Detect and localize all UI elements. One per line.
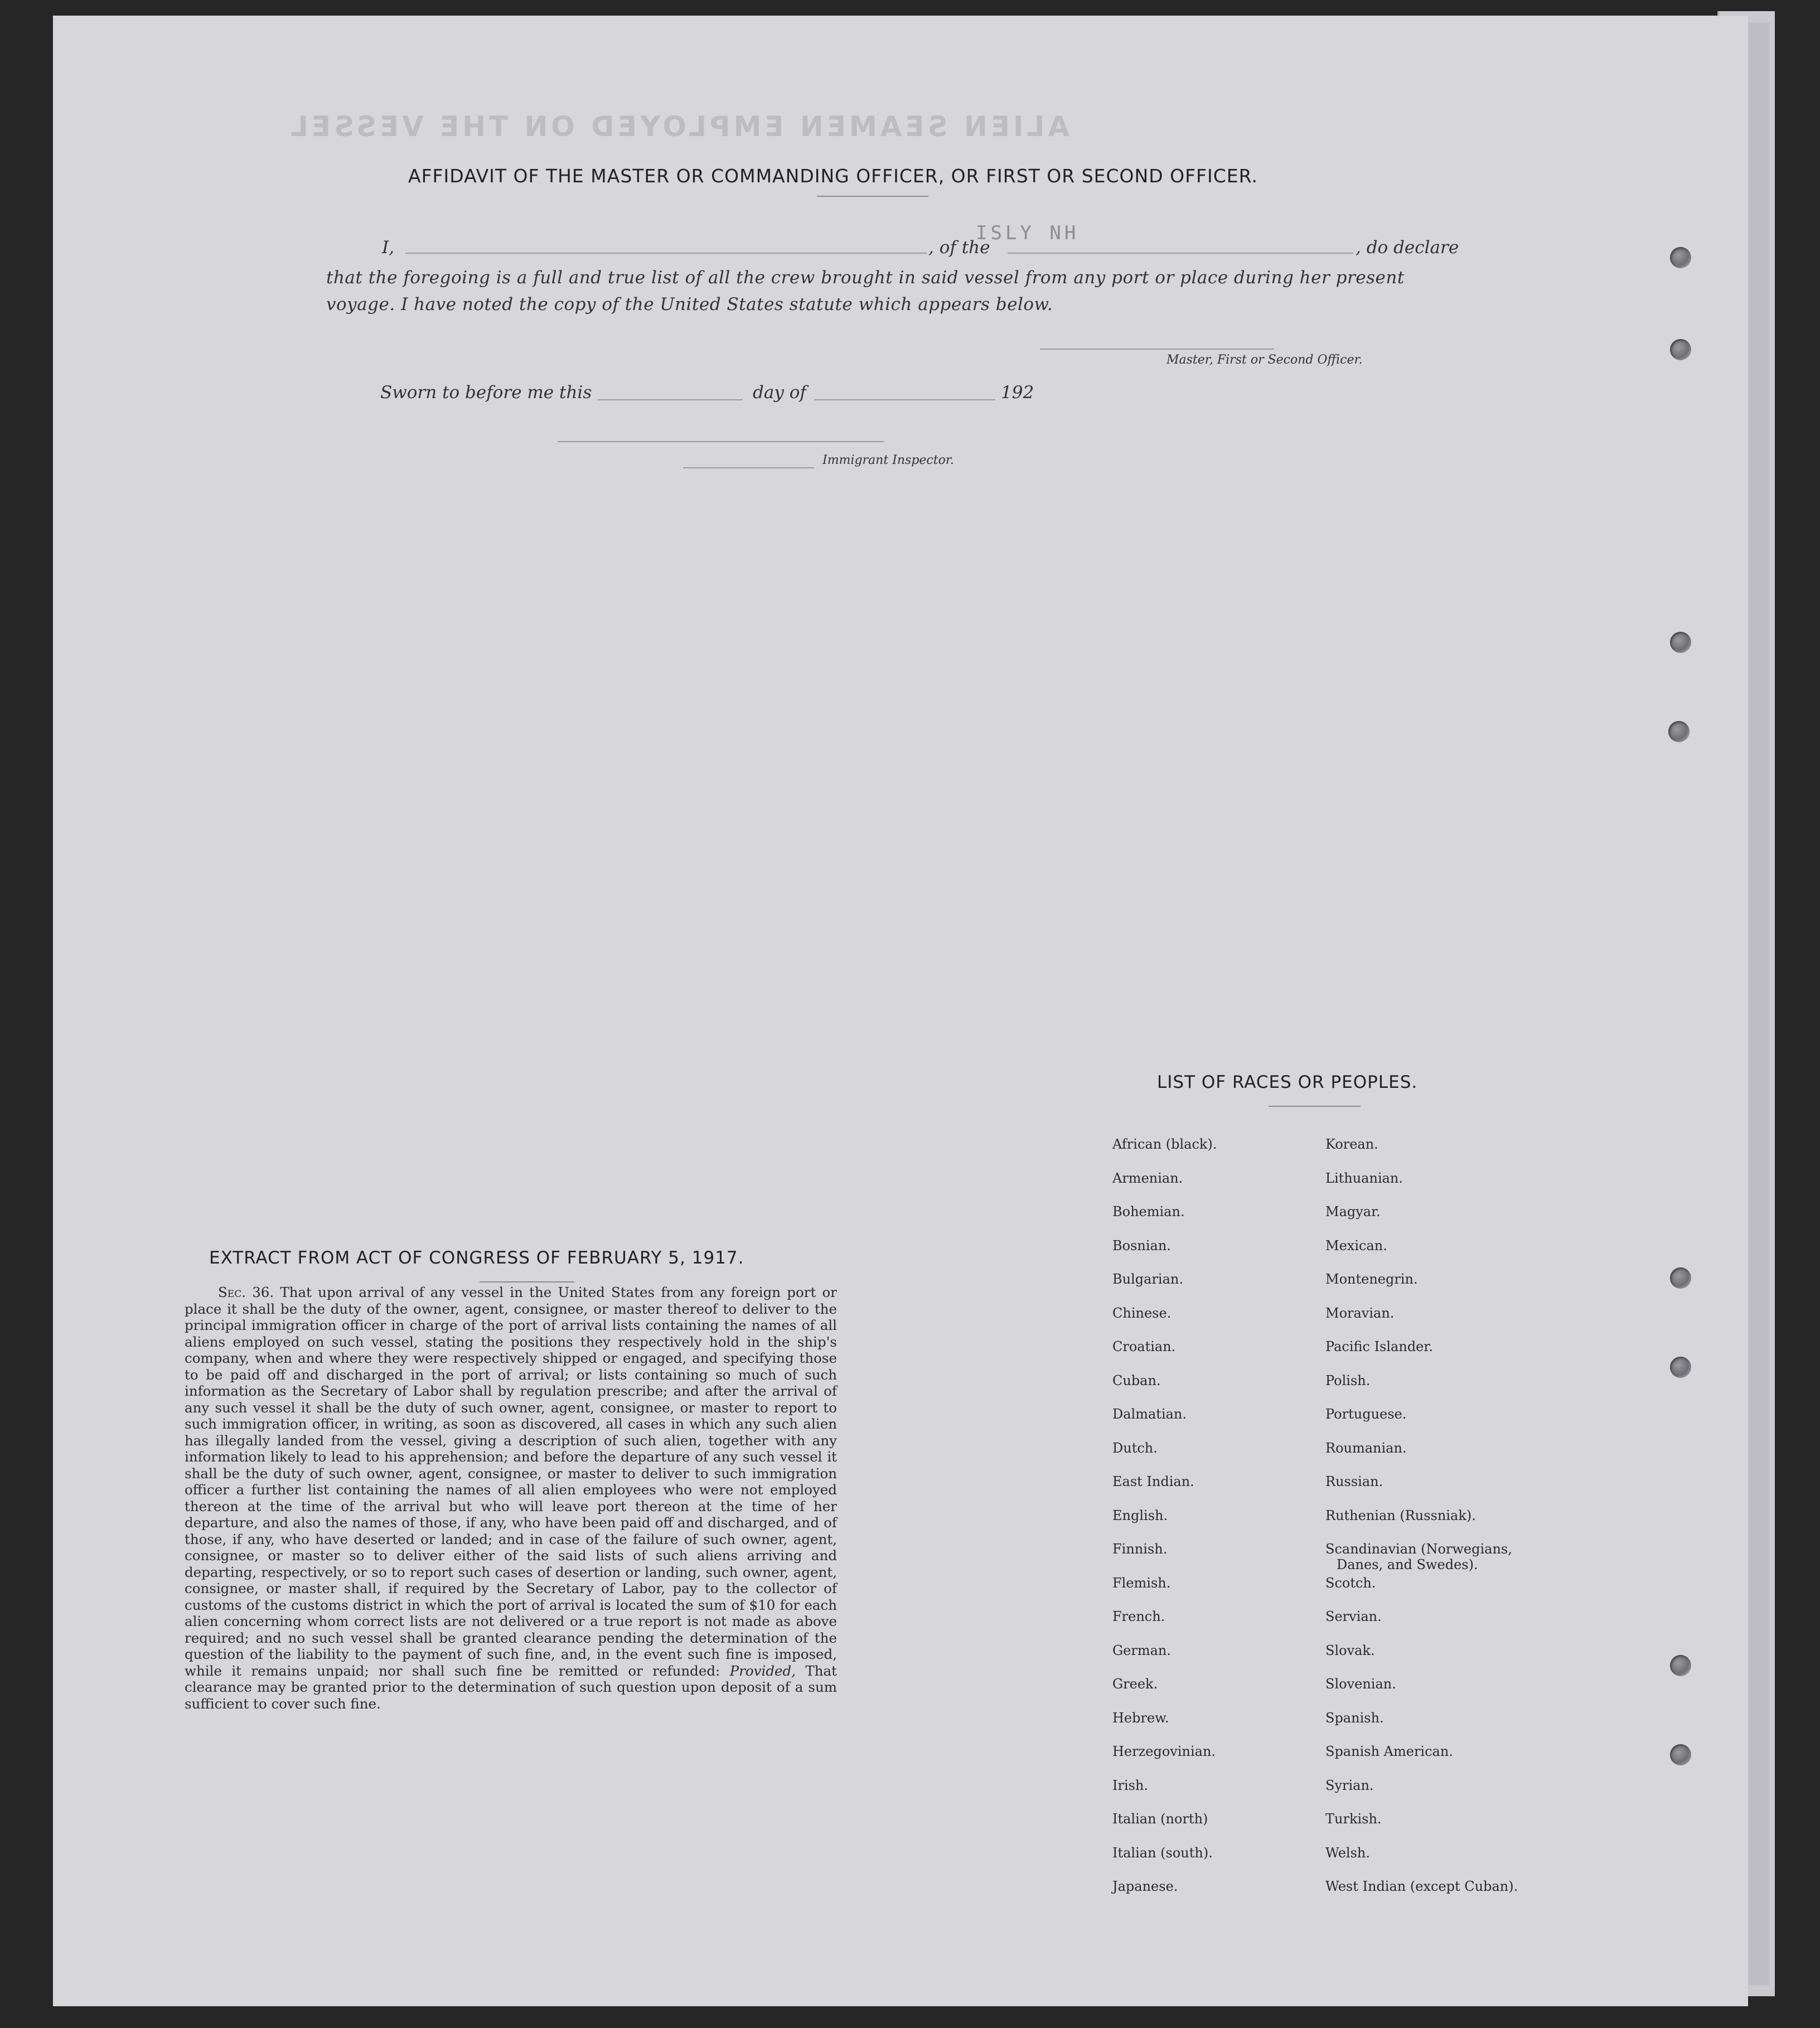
- year-label: 192: [1001, 383, 1034, 403]
- affidavit-of-the-label: , of the: [928, 238, 990, 258]
- race-item: Welsh.: [1325, 1845, 1370, 1861]
- title-divider: [817, 196, 928, 197]
- affidavit-i-label: I,: [382, 238, 395, 258]
- binder-hole: [1670, 1267, 1691, 1289]
- act-section-label: Sec. 36.: [218, 1284, 274, 1300]
- binder-hole: [1670, 1655, 1691, 1676]
- race-item: Bohemian.: [1112, 1204, 1185, 1219]
- race-item: Servian.: [1325, 1609, 1382, 1624]
- form-page: [53, 16, 1748, 2006]
- binder-hole: [1670, 1357, 1691, 1378]
- signature-caption: Master, First or Second Officer.: [1166, 353, 1363, 367]
- race-item: Ruthenian (Russniak).: [1325, 1507, 1476, 1523]
- race-item: Dutch.: [1112, 1440, 1158, 1456]
- race-item: German.: [1112, 1642, 1171, 1658]
- race-item: Hebrew.: [1112, 1710, 1169, 1726]
- races-column-1: [1112, 1136, 1217, 1913]
- affidavit-title: AFFIDAVIT OF THE MASTER OR COMMANDING OFFICER, OR FIRST OR SECOND OFFICER.: [408, 165, 1258, 187]
- race-item: Spanish.: [1325, 1710, 1384, 1726]
- sworn-day-line[interactable]: [598, 399, 743, 400]
- race-item: Portuguese.: [1325, 1406, 1407, 1422]
- race-item: Italian (north): [1112, 1811, 1208, 1827]
- race-item: East Indian.: [1112, 1474, 1194, 1489]
- race-item: Slovenian.: [1325, 1676, 1396, 1692]
- race-item: Italian (south).: [1112, 1845, 1213, 1861]
- officer-signature-line[interactable]: [1040, 349, 1274, 350]
- handwritten-vessel-name: ISLY NH: [976, 222, 1080, 244]
- race-item: Bosnian.: [1112, 1237, 1171, 1253]
- race-item: Russian.: [1325, 1474, 1383, 1489]
- binder-hole: [1670, 339, 1691, 360]
- inspector-caption-rule: [683, 467, 814, 468]
- act-body-part-2: That clearance may be granted prior to the determination of such question upon deposit of a sum sufficient to cover such fine.: [185, 1662, 837, 1712]
- sworn-label: Sworn to before me this: [380, 383, 592, 403]
- race-item-line-2: Danes, and Swedes).: [1337, 1557, 1478, 1572]
- act-body-part-1: That upon arrival of any vessel in the United States from any foreign port or place it shall be the duty of the owner, agent, consignee, or master thereof to deliver to the principal immigration officer in charge of the port of arrival lists containing the names of all aliens employed on such vessel, stating the positions they respectively hold in the ship's company, when and where they were respectively shipped or engaged, and specifying those to be paid off and discharged in the port of arrival; or lists containing so much of such information as the Secretary of Labor shall by regulation prescribe; and after the arrival of any such vessel it shall be the duty of such owner, agent, consignee, or master to report to such immigration officer, in writing, as soon as discovered, all cases in which any such alien has illegally landed from the vessel, giving a description of such alien, together with any information likely to lead to his apprehension; and before the departure of any such vessel it shall be the duty of such owner, agent, consignee, or master to deliver to such immigration officer a further list containing the names of all alien employees who were not employed thereon at the time of the arrival but who will leave port thereon at the time of her departure, and also the names of those, if any, who have been paid off and discharged, and of those, if any, who have deserted or landed; and in case of the failure of such owner, agent, consignee, or master so to deliver either of the said lists of such aliens arriving and departing, respectively, or so to report such cases of desertion or landing, such owner, agent, consignee, or master shall, if required by the Secretary of Labor, pay to the collector of customs of the customs district in which the port of arrival is located the sum of $10 for each alien concerning whom correct lists are not delivered or a true report is not made as above required; and no such vessel shall be granted clearance pending the determination of the question of the liability to the payment of such fine, and, in the event such fine is imposed, while it remains unpaid; nor shall such fine be remitted or refunded:: [185, 1284, 837, 1679]
- affidavit-line-2: that the foregoing is a full and true list of all the crew brought in said vessel from any port or place during her present: [326, 268, 1405, 288]
- binder-hole: [1668, 721, 1690, 742]
- bleed-through-text: ALIEN SEAMEN EMPLOYED ON THE VESSEL: [287, 110, 1070, 143]
- race-item: Bulgarian.: [1112, 1271, 1183, 1287]
- race-item: Lithuanian.: [1325, 1170, 1403, 1186]
- race-item: West Indian (except Cuban).: [1325, 1879, 1518, 1894]
- races-column-2: [1325, 1136, 1518, 1913]
- affidavit-do-declare: , do declare: [1356, 238, 1459, 258]
- race-item: Greek.: [1112, 1676, 1158, 1692]
- race-item: Armenian.: [1112, 1170, 1183, 1186]
- race-item: Pacific Islander.: [1325, 1339, 1433, 1354]
- affidavit-line-3: voyage. I have noted the copy of the United States statute which appears below.: [326, 294, 1053, 314]
- race-item: Croatian.: [1112, 1339, 1176, 1354]
- race-item: Moravian.: [1325, 1305, 1395, 1321]
- race-item: Slovak.: [1325, 1642, 1375, 1658]
- race-item: French.: [1112, 1609, 1165, 1624]
- race-item: Korean.: [1325, 1136, 1378, 1152]
- race-item: African (black).: [1112, 1136, 1217, 1152]
- race-item: Mexican.: [1325, 1237, 1387, 1253]
- races-title: LIST OF RACES OR PEOPLES.: [1157, 1072, 1418, 1092]
- race-item: Flemish.: [1112, 1575, 1171, 1591]
- race-item: Cuban.: [1112, 1372, 1161, 1388]
- binder-hole: [1670, 632, 1691, 653]
- race-item: Polish.: [1325, 1372, 1371, 1388]
- race-item: Irish.: [1112, 1777, 1149, 1793]
- binder-hole: [1670, 247, 1691, 268]
- act-provided-word: Provided,: [729, 1662, 796, 1679]
- race-item: Montenegrin.: [1325, 1271, 1418, 1287]
- inspector-signature-line[interactable]: [558, 441, 884, 442]
- race-item: Herzegovinian.: [1112, 1744, 1216, 1759]
- race-item: Finnish.: [1112, 1541, 1168, 1557]
- race-item: Roumanian.: [1325, 1440, 1407, 1456]
- race-item: Magyar.: [1325, 1204, 1381, 1219]
- race-item: Dalmatian.: [1112, 1406, 1187, 1422]
- race-item-scandinavian: [1325, 1541, 1518, 1575]
- race-item: Syrian.: [1325, 1777, 1374, 1793]
- race-item: Chinese.: [1112, 1305, 1172, 1321]
- race-item: Spanish American.: [1325, 1744, 1453, 1759]
- race-item: English.: [1112, 1507, 1168, 1523]
- vessel-name-line[interactable]: [1008, 253, 1353, 254]
- act-section-text: [185, 1284, 837, 1712]
- races-title-divider: [1269, 1106, 1361, 1107]
- race-item-line: Scandinavian (Norwegians,: [1325, 1541, 1512, 1557]
- inspector-caption: Immigrant Inspector.: [822, 453, 954, 467]
- sworn-month-line[interactable]: [814, 399, 995, 400]
- race-item: Turkish.: [1325, 1811, 1382, 1827]
- act-title: EXTRACT FROM ACT OF CONGRESS OF FEBRUARY 5, 1917.: [209, 1248, 744, 1268]
- race-item: Scotch.: [1325, 1575, 1376, 1591]
- day-of-label: day of: [753, 383, 806, 403]
- race-item: Japanese.: [1112, 1879, 1178, 1894]
- act-title-divider: [480, 1281, 574, 1282]
- master-name-line[interactable]: [405, 253, 927, 254]
- binder-hole: [1670, 1744, 1691, 1765]
